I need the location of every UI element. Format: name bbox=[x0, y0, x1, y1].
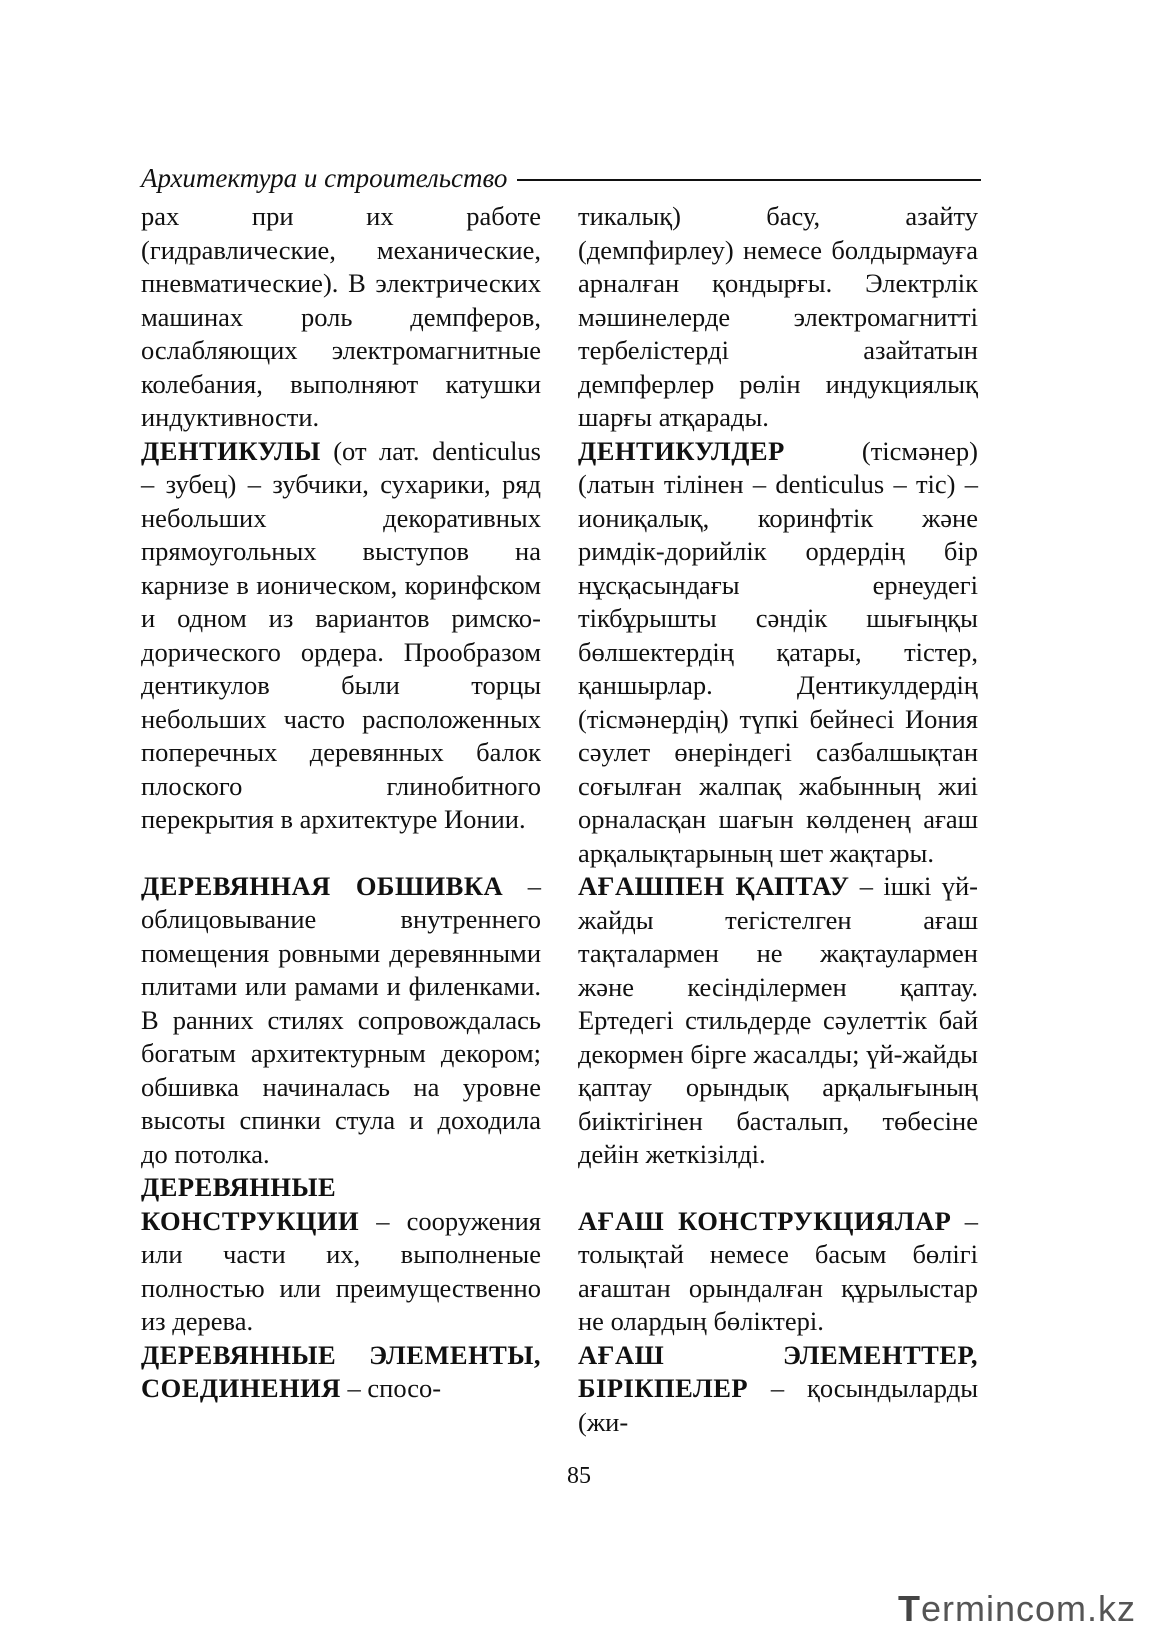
paragraph-continuation: тикалық) басу, азайту (демпфирлеу) немесе болдырмауға арналған қондырғы. Электрлік мәшинелерде электромагнитті тербелістерді азайтатын демпферлер рөлін индукциялық шарғы атқарады. bbox=[578, 201, 978, 432]
watermark-logo bbox=[898, 1588, 1136, 1630]
entry-definition: – облицовывание внутреннего помещения ровными деревянными плитами или рамами и филенками. В ранних стилях сопровождалась богатым архитектурным декором; обшивка начиналась на уровне высоты спинки стула и доходила до потолка. bbox=[141, 870, 542, 1169]
entry-definition: (от лат. denticulus – зубец) – зубчики, сухарики, ряд небольших декоративных прямоугольных выступов на карнизе в ионическом, коринфском и одном из вариантов римско-дорического ордера. Прообразом дентикулов были торцы небольших часто расположенных поперечных деревянных балок плоского глинобитного перекрытия в архитектуре Ионии. bbox=[141, 435, 541, 834]
entry-dentikuly bbox=[141, 435, 541, 837]
entry-dentikulder bbox=[578, 435, 978, 871]
entry-term: ДЕНТИКУЛДЕР bbox=[578, 435, 785, 466]
entry-term: АҒАШ ЭЛЕМЕНТТЕР, БІРІКПЕЛЕР bbox=[578, 1339, 978, 1403]
entry-term: ДЕРЕВЯННЫЕ ЭЛЕМЕНТЫ, СОЕДИНЕНИЯ bbox=[141, 1339, 541, 1403]
entry-definition: – спосо- bbox=[340, 1373, 442, 1403]
entry-term: ДЕРЕВЯННЫЕ КОНСТРУКЦИИ bbox=[141, 1172, 360, 1236]
entry-term: АҒАШПЕН ҚАПТАУ bbox=[578, 871, 850, 901]
running-head bbox=[141, 160, 981, 200]
entry-term: АҒАШ КОНСТРУКЦИЯЛАР bbox=[578, 1205, 952, 1236]
entry-definition: (тісмәнер) (латын тілінен – denticulus – тіс) – иониқалық, коринфтік және римдік-дорийлік ордердің бір нұсқасындағы ернеудегі тікбұрышты сәндік шығыңқы бөлшектердің қатары, тістер, қаншырлар. Дентикулдердің (тісмәнердің) түпкі бейнесі Иония сәулет өнеріндегі сазбалшықтан соғылған жалпақ жабынның жиі орналасқан шағын көлденең ағаш арқалықтарының шет жақтары. bbox=[578, 435, 978, 868]
watermark-text: ermincom.kz bbox=[920, 1588, 1136, 1629]
entry-obshivka bbox=[141, 870, 541, 1172]
running-head-title: Архитектура и строительство bbox=[141, 160, 517, 196]
watermark-initial: T bbox=[897, 1588, 921, 1629]
paragraph-continuation: рах при их работе (гидравлические, механические, пневматические). В электрических машинах роль демпферов, ослабляющих электромагнитные колебания, выполняют катушки индуктивности. bbox=[141, 201, 541, 432]
entry-definition: – қосындыларды (жи- bbox=[578, 1373, 978, 1437]
entry-definition: – толықтай немесе басым бөлігі ағаштан орындалған құрылыстар не олардың бөліктері. bbox=[578, 1205, 979, 1336]
page-number: 85 bbox=[567, 1463, 591, 1489]
entry-elementy bbox=[141, 1339, 541, 1406]
entry-elementter bbox=[578, 1339, 978, 1440]
left-column bbox=[141, 200, 541, 1406]
entry-definition: – сооружения или части их, выполненые полностью или преимущественно из дерева. bbox=[141, 1205, 541, 1336]
entry-term: ДЕРЕВЯННАЯ ОБШИВКА bbox=[141, 870, 504, 901]
entry-konstrukcii bbox=[141, 1171, 541, 1339]
entry-term: ДЕНТИКУЛЫ bbox=[141, 435, 321, 466]
entry-definition: – ішкі үй-жайды тегістелген ағаш тақталармен не жақтаулармен және кесінділермен қаптау. Ертедегі стильдерде сәулеттік бай декормен бірге жасалды; үй-жайды қаптау орындық арқалығының биіктігінен басталып, төбесіне дейін жеткізілді. bbox=[578, 871, 978, 1169]
entry-konstrukciyalar bbox=[578, 1205, 978, 1339]
right-column bbox=[578, 200, 978, 1439]
entry-kaptau bbox=[578, 870, 978, 1172]
